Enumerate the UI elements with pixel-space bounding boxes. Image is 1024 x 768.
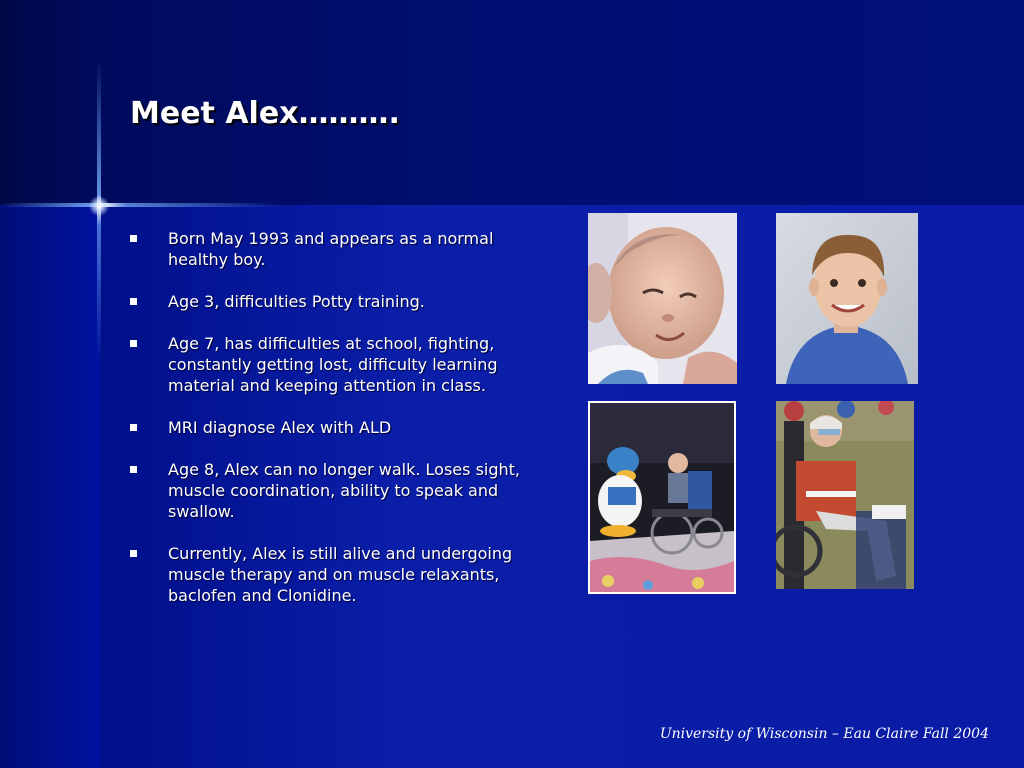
bullet-text: Age 7, has difficulties at school, fighting, constantly getting lost, difficulty learning material and keeping attention in class. [168, 334, 498, 395]
bullet-item [130, 228, 520, 270]
bullet-item [130, 459, 520, 522]
bullet-list [130, 228, 520, 627]
bullet-item [130, 543, 520, 606]
photo-young-boy-image [776, 213, 918, 384]
bullet-item [130, 291, 520, 312]
sparkle-horizontal [0, 203, 280, 207]
bullet-item [130, 333, 520, 396]
bullet-text: Born May 1993 and appears as a normal healthy boy. [168, 229, 494, 269]
photo-wheelchair-outdoors [776, 401, 914, 589]
photo-wheelchair-with-character [588, 401, 736, 594]
bullet-text: MRI diagnose Alex with ALD [168, 418, 392, 437]
bullet-marker-icon [130, 298, 137, 305]
sparkle-icon [88, 196, 110, 216]
bullet-text: Age 8, Alex can no longer walk. Loses sight, muscle coordination, ability to speak and swallow. [168, 460, 521, 521]
photo-young-boy [776, 213, 918, 384]
bullet-marker-icon [130, 424, 137, 431]
photo-infant [588, 213, 737, 384]
bullet-text: Age 3, difficulties Potty training. [168, 292, 425, 311]
bullet-marker-icon [130, 235, 137, 242]
bullet-item [130, 417, 520, 438]
photo-outdoors-image [776, 401, 914, 589]
bullet-marker-icon [130, 466, 137, 473]
bullet-marker-icon [130, 340, 137, 347]
bullet-text: Currently, Alex is still alive and undergoing muscle therapy and on muscle relaxants, baclofen and Clonidine. [168, 544, 513, 605]
slide-title: Meet Alex………. [130, 96, 400, 131]
photo-wheelchair-image [588, 401, 736, 594]
photo-infant-image [588, 213, 737, 384]
bullet-marker-icon [130, 550, 137, 557]
footer-text: University of Wisconsin – Eau Claire Fall 2004 [659, 726, 989, 742]
left-band [0, 205, 100, 768]
